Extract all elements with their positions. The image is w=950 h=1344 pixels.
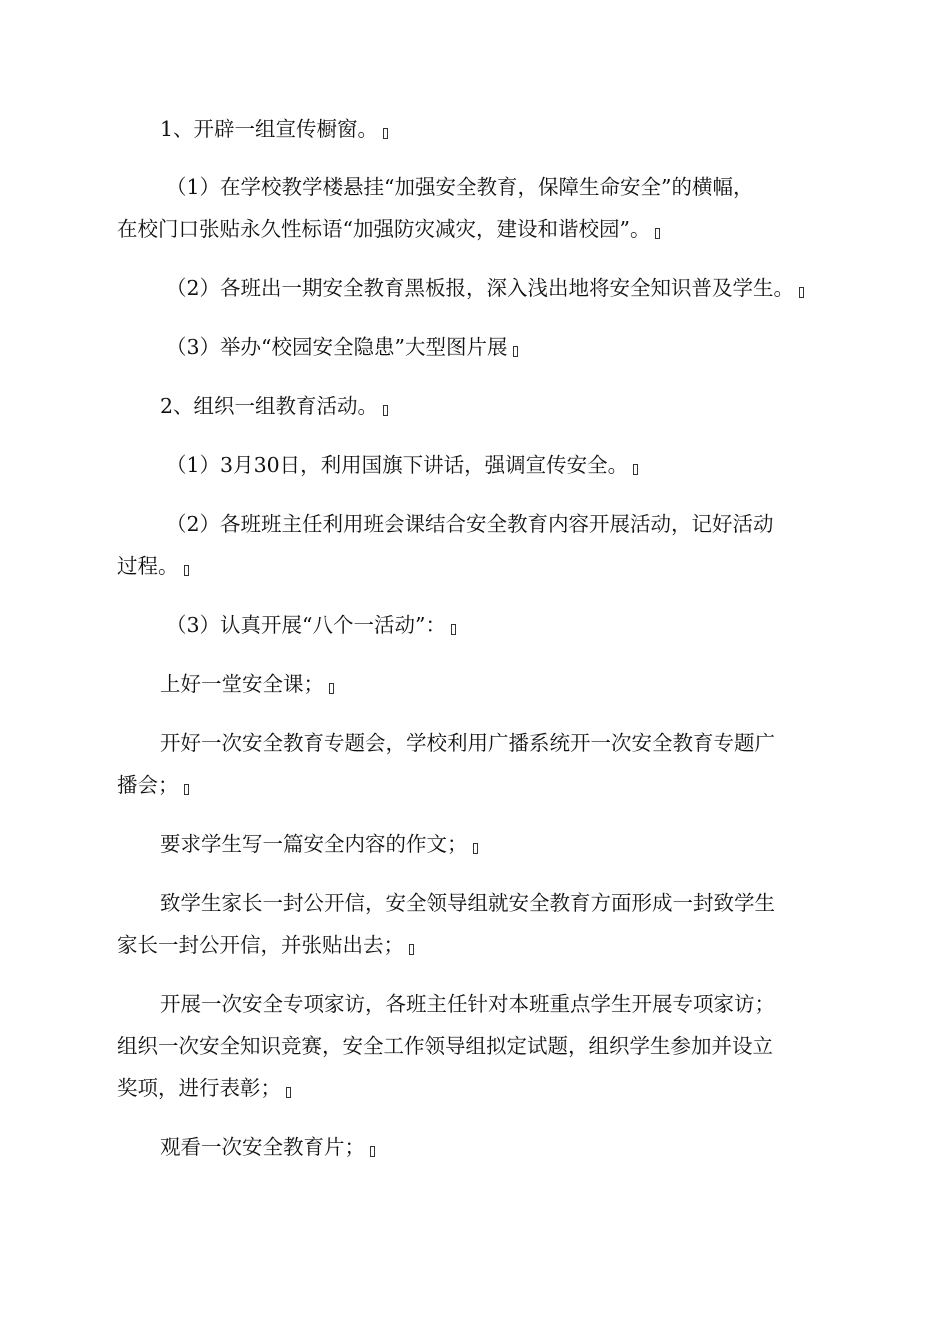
paragraph-line [117,552,189,580]
line-text: 开好一次安全教育专题会，学校利用广播系统开一次安全教育专题广 [160,731,775,755]
paragraph-line [160,729,775,757]
paragraph-mark-icon [409,944,414,955]
paragraph-line [117,215,660,243]
paragraph-mark-icon [633,464,638,475]
paragraph-line [117,931,414,959]
paragraph-line [160,115,388,143]
paragraph-line [160,670,334,698]
line-text: 过程。 [117,554,179,578]
paragraph-mark-icon [451,624,456,635]
line-text: 在校门口张贴永久性标语“加强防灾减灾，建设和谐校园”。 [117,217,651,241]
paragraph-line [160,889,775,917]
paragraph-mark-icon [513,346,518,357]
paragraph-line [117,1074,291,1102]
line-text: 2、组织一组教育活动。 [160,394,379,418]
paragraph-line [160,990,775,1018]
paragraph-line [117,771,189,799]
paragraph-mark-icon [473,843,478,854]
line-text: 1、开辟一组宣传橱窗。 [160,117,379,141]
line-text: 家长一封公开信，并张贴出去； [117,933,404,957]
line-text: 要求学生写一篇安全内容的作文； [160,832,468,856]
line-text: 开展一次安全专项家访，各班主任针对本班重点学生开展专项家访； [160,992,775,1016]
paragraph-mark-icon [329,683,334,694]
line-text: 组织一次安全知识竞赛，安全工作领导组拟定试题，组织学生参加并设立 [117,1034,773,1058]
line-text: 奖项，进行表彰； [117,1076,281,1100]
paragraph-line [166,274,804,302]
paragraph-line [166,510,774,538]
line-text: 播会； [117,773,179,797]
paragraph-mark-icon [184,565,189,576]
line-text: 上好一堂安全课； [160,672,324,696]
paragraph-line [160,1133,375,1161]
line-text: （1）在学校教学楼悬挂“加强安全教育，保障生命安全”的横幅， [166,175,754,199]
paragraph-line [166,611,456,639]
paragraph-line [166,451,638,479]
paragraph-line [166,333,518,361]
paragraph-line [160,830,478,858]
line-text: （2）各班出一期安全教育黑板报，深入浅出地将安全知识普及学生。 [166,276,795,300]
paragraph-mark-icon [799,287,804,298]
paragraph-line [166,173,754,201]
paragraph-line [117,1032,773,1060]
line-text: （1）3月30日，利用国旗下讲话，强调宣传安全。 [166,453,629,477]
line-text: （3）举办“校园安全隐患”大型图片展 [166,335,508,359]
line-text: 致学生家长一封公开信，安全领导组就安全教育方面形成一封致学生 [160,891,775,915]
paragraph-mark-icon [383,405,388,416]
line-text: （2）各班班主任利用班会课结合安全教育内容开展活动，记好活动 [166,512,774,536]
paragraph-mark-icon [655,228,660,239]
paragraph-mark-icon [184,784,189,795]
paragraph-mark-icon [370,1146,375,1157]
line-text: （3）认真开展“八个一活动”： [166,613,447,637]
line-text: 观看一次安全教育片； [160,1135,365,1159]
paragraph-mark-icon [286,1087,291,1098]
paragraph-mark-icon [383,128,388,139]
paragraph-line [160,392,388,420]
